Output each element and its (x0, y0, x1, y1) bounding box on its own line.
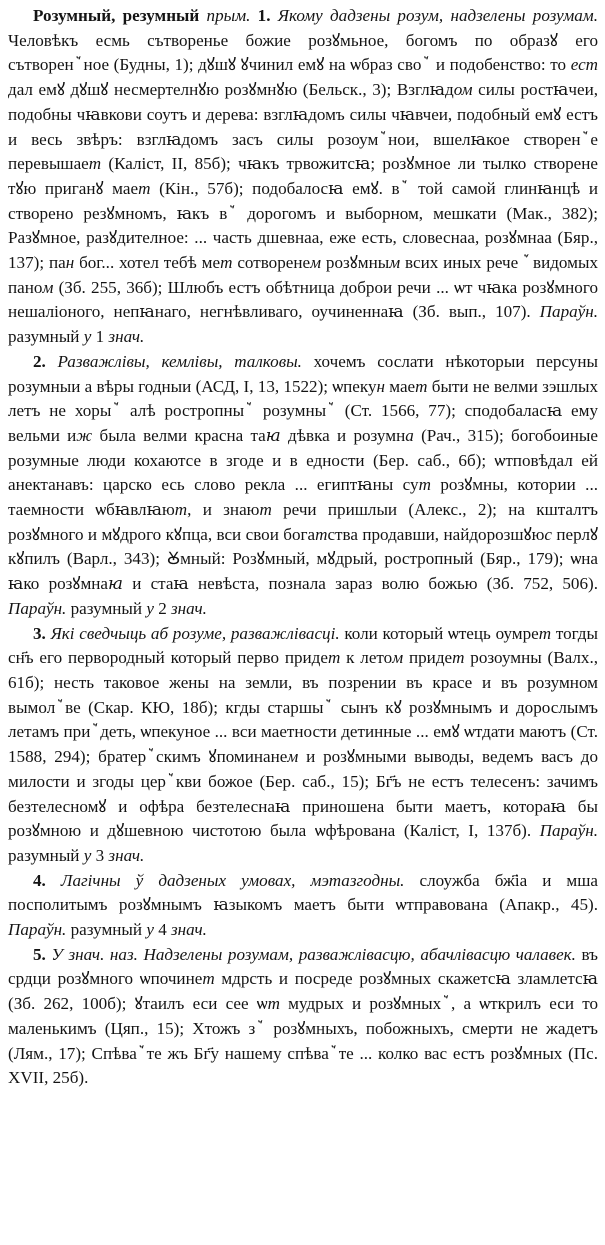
text-run: к лето (340, 648, 393, 668)
text-run: знач. (171, 598, 207, 618)
text-run: въ срдци розꙋмного ѡпочине (8, 944, 598, 989)
text-run: мае (384, 376, 416, 396)
text-run: Разважлівы, кемлівы, талковы. (45, 351, 302, 371)
text-run: т (202, 969, 215, 989)
text-run: 1. (257, 6, 271, 25)
text-run: (Рач., 315); богобоиные розумные люди кохаютсе в згоде и в едности (Бер. саб., 6б); ѡтповѣдал ей анектанавъ: царско есь слово рекла ... египтꙗны су (8, 425, 598, 495)
text-run: хочемъ сослати нѣкоторыи персуны розумныи а вѣры годныи (АСД, I, 13, 1522); ѡпеку (8, 351, 598, 396)
text-run: ест (570, 55, 598, 75)
text-run: Якому дадзены розум, надзелены розумам. (270, 6, 598, 25)
text-run: у (146, 920, 154, 940)
sense-1 (8, 4, 598, 350)
text-run: т (138, 178, 151, 198)
text-run: и стаꙗ невѣста, познала зараз волю божью (Зб. 752, 506). (122, 574, 598, 594)
text-run: т (259, 500, 272, 520)
text-run: т (538, 623, 552, 643)
text-run: ꙗ (108, 574, 123, 594)
text-run: разумный (66, 598, 147, 618)
text-run: 4 (153, 920, 172, 940)
text-run: силы ростꙗчеи, подобны чꙗвкови соутъ и дерева: взглꙗдомъ силы чꙗвчеи, подобный емꙋ естъ и весь звѣръ: взглꙗдомъ засъ силы розоумꙿнои, вшелꙗкое створенꙿе перевышае (8, 80, 598, 174)
text-run: дал емꙋ дꙋшꙋ несмертелнꙋю розꙋмнꙋю (Бельск., 3); Взглꙗд (8, 80, 454, 100)
text-run: т (452, 648, 465, 668)
text-run: т (174, 500, 188, 520)
text-run: Які сведчыць аб розуме, разважлівасці. (45, 623, 340, 643)
text-run: м (389, 253, 401, 273)
text-run: знач. (171, 920, 207, 940)
text-run: быти не велми зэшлых летъ не хорыꙿ алѣ ростропныꙿ розумныꙿ (Ст. 1566, 77); сподобаласꙗ ему вельми и (8, 376, 599, 445)
text-run: ꙗ (265, 425, 281, 445)
text-run: т (220, 253, 233, 273)
text-run: разумный (66, 920, 147, 940)
text-run: (Кін., 57б); подобалосꙗ емꙋ. вꙿ той самой глинꙗнцѣ и створено резꙋмномъ, ꙗкъ вꙿ дорогомъ и выборном, мешкати (Мак., 382); Разꙋмное, разꙋдителное: ... часть дшевнаа, еже есть, словеснаа, розꙋмнаа (Бяр., 137); па (8, 178, 598, 273)
text-run: т (327, 648, 341, 668)
text-run: т (88, 154, 102, 174)
text-run: н (65, 253, 75, 273)
text-run: У знач. наз. Надзелены розумам, разважлівасцю, абачлівасцю чалавек. (45, 944, 576, 964)
text-run: а (405, 425, 414, 445)
text-run: ж (76, 425, 93, 445)
text-run: у (83, 327, 92, 347)
text-run: Лагічны ў дадзеных умовах, мэтазгодны. (45, 870, 405, 890)
text-run: Розумный, резумный (33, 6, 200, 25)
dictionary-entry (8, 4, 598, 1091)
text-run: т (415, 376, 428, 396)
text-run: слоужба бж҃іа и мша посполитымъ розꙋмнымъ ꙗзыкомъ маетъ быти ѡтправована (Апакр., 45). (8, 870, 598, 915)
sense-5 (8, 943, 598, 1091)
text-run: розꙋмны (321, 253, 390, 273)
text-run: 1 (91, 327, 109, 347)
text-run: прым. (199, 6, 258, 25)
text-run: ꙿ (518, 253, 529, 273)
text-run: приде (403, 648, 453, 668)
text-run: мудрых и розꙋмныхꙿ, а ѡткрилъ еси то маленькимъ (Цяп., 15); Хтожъ зꙿ розꙋмныхъ, побожныхъ, смерти не жадетъ (Лям., 17); Спѣваꙿте жъ Бг҃у нашему спѣваꙿте ... колко вас естъ розꙋмных (Пс. XVII, 25б). (8, 994, 599, 1088)
text-run: т (418, 475, 431, 495)
text-run: 4. (33, 870, 46, 890)
sense-3 (8, 622, 598, 869)
text-run: коли который ѡтець оумре (339, 623, 539, 643)
text-run: сотворене (232, 253, 311, 273)
text-run: т (315, 524, 328, 544)
text-run: речи пришлыи (Алекс., 2); на кшталтъ розꙋмного и мꙋдрого кꙋпца, вси свои бога (8, 500, 599, 544)
text-run: 2. (33, 351, 46, 371)
text-run: ства продавши, найдорозшꙋю (327, 524, 545, 544)
text-run: тогды сн҃ъ его первородный который перво приде (8, 623, 598, 668)
text-run: с (544, 524, 552, 544)
text-run: дѣвка и розумн (280, 425, 406, 445)
text-run: знач. (108, 327, 145, 347)
text-run: розꙋмны, котории ... таемности ѡбꙗвлꙗю (8, 475, 598, 520)
text-run: разумный (8, 845, 84, 865)
text-run: (Каліст, II, 85б); чꙗкъ трвожитсꙗ; розꙋмное ли тылко створене тꙋю приганꙋ мае (8, 154, 598, 198)
text-run: 5. (33, 944, 46, 964)
text-run: Человѣкъ есмь сътвореньe божие розꙋмьное, богомъ по образꙋ его сътворенꙿное (Будны, 1); дꙋшꙋ ꙋчинил емꙋ на ѡбраз своꙿ и подобенство: то (8, 30, 598, 75)
text-run: ом (453, 80, 473, 100)
text-run: разумный (8, 327, 84, 347)
text-run: т (267, 994, 280, 1014)
text-run: Параўн. (8, 598, 67, 618)
text-run: 3 (91, 845, 109, 865)
text-run: розоумны (Валх., 61б); несть таковое жены на земли, въ позрении въ красе и въ розумном вымолꙿве (Скар. КЮ, 18б); кгды старшыꙿ сынъ кꙋ розꙋмнымъ и дорослымъ летамъ приꙿдеть, ѡпекуное ... вси маетности детинные ... емꙋ ѡтдати маютъ (Ст. 1588, 294); братерꙿскимъ ꙋпоминане (8, 648, 599, 767)
text-run: всих иных рече (400, 253, 519, 273)
text-run: 2 (153, 598, 172, 618)
sense-4 (8, 869, 598, 943)
text-run: м (42, 277, 54, 297)
text-run: Параўн. (539, 821, 598, 841)
text-run: у (146, 598, 154, 618)
text-run: видомых пано (8, 253, 599, 297)
text-run: м (392, 648, 404, 668)
text-run: мдрсть и посреде розꙋмных скажетсꙗ зламлетсꙗ (Зб. 262, 100б); ꙋтаилъ еси сее ѡ (8, 969, 598, 1014)
text-run: н (376, 376, 385, 396)
text-run: Параўн. (539, 302, 598, 322)
text-run: бог... хотел тебѣ ме (74, 253, 221, 273)
text-run: м (310, 253, 322, 273)
sense-2 (8, 350, 598, 622)
text-run: была велми красна та (92, 425, 266, 445)
text-run: (Зб. 255, 36б); Шлюбъ естъ обѣтница доброи речи ... ѡт чꙗка розꙋмного нешаліоного, непꙗнаго, негнѣвливаго, оучиненнаꙗ (Зб. вып., 107). (8, 277, 598, 322)
text-run: , и знаю (187, 500, 260, 520)
text-run: перлꙋ кꙋпилъ (Варл., 343); Ꙋмный: Розꙋмный, мꙋдрый, ростропный (Бяр., 179); ѡна ꙗко розꙋмна (8, 524, 598, 594)
text-run: у (83, 845, 92, 865)
text-run: знач. (108, 845, 145, 865)
text-run: Параўн. (8, 920, 67, 940)
text-run: и розꙋмными выводы, ведемъ васъ до милости и згоды церꙿкви божое (Бер. саб., 15); Бг҃ъ не естъ телесенъ: зачимъ безтелесномꙋ и офѣра безтелеснаꙗ приношена быти маетъ, котораꙗ бы розꙋмною и дꙋшевною чистотою была ѡфѣрована (Каліст, I, 137б). (8, 747, 598, 841)
text-run: 3. (33, 623, 46, 643)
text-run: м (287, 747, 299, 767)
